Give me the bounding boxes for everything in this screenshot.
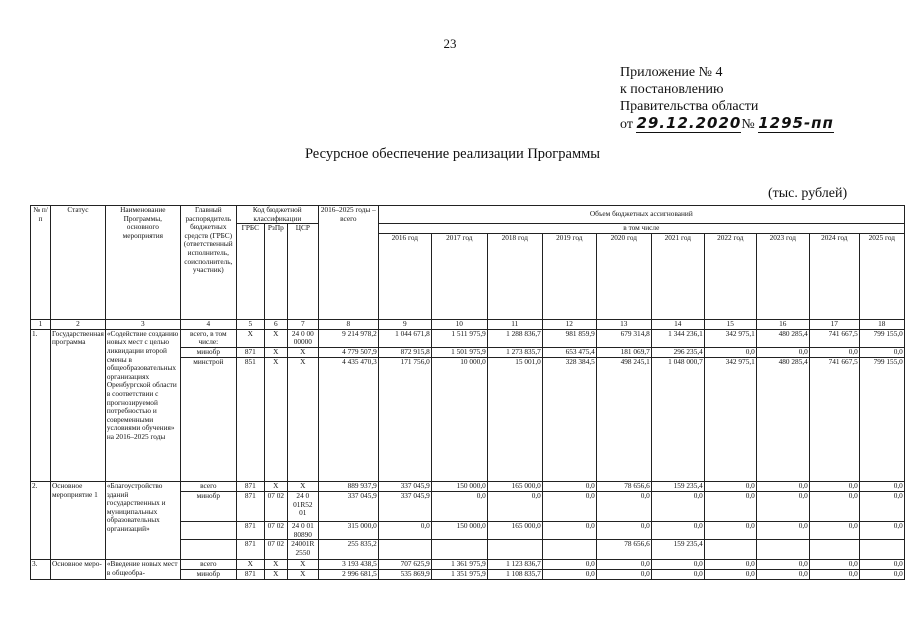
header-year: 2023 год [756, 234, 809, 320]
header-incl: в том числе [378, 224, 904, 234]
header-volume: Объем бюджетных ассигнований [378, 206, 904, 224]
cell-year-value: 0,0 [756, 347, 809, 357]
cell-executor: минобр [180, 491, 236, 521]
row-status: Основное мероприятие 1 [51, 481, 106, 559]
cell-csr: 24 0 01 80890 [287, 521, 318, 539]
cell-year-value: 1 048 000,7 [651, 357, 704, 481]
cell-year-value: 653 475,4 [542, 347, 596, 357]
cell-year-value: 159 235,4 [651, 540, 704, 560]
cell-total: 889 937,9 [318, 481, 378, 491]
header-grbs: ГРБС [236, 224, 264, 320]
header-year: 2025 год [859, 234, 904, 320]
cell-year-value: 0,0 [859, 560, 904, 570]
cell-total: 315 000,0 [318, 521, 378, 539]
cell-year-value [378, 540, 431, 560]
cell-year-value: 1 288 836,7 [487, 329, 542, 347]
column-number: 18 [859, 320, 904, 330]
header-year: 2020 год [596, 234, 651, 320]
header-year: 2017 год [431, 234, 487, 320]
header-year: 2016 год [378, 234, 431, 320]
cell-year-value: 0,0 [859, 491, 904, 521]
cell-rzpr: Х [264, 481, 287, 491]
header-year: 2022 год [704, 234, 756, 320]
cell-rzpr: Х [264, 329, 287, 347]
cell-year-value: 741 667,5 [809, 329, 859, 347]
cell-year-value: 0,0 [859, 347, 904, 357]
appendix-block [620, 64, 834, 133]
cell-year-value: 0,0 [756, 570, 809, 580]
cell-executor: всего [180, 481, 236, 491]
cell-csr: 24 0 01R52 01 [287, 491, 318, 521]
cell-rzpr: Х [264, 357, 287, 481]
header-total: 2016–2025 годы – всего [318, 206, 378, 320]
cell-year-value: 1 511 975,9 [431, 329, 487, 347]
cell-year-value: 0,0 [596, 521, 651, 539]
cell-year-value: 679 314,8 [596, 329, 651, 347]
row-number: 2. [31, 481, 51, 559]
cell-year-value [487, 540, 542, 560]
cell-grbs: 851 [236, 357, 264, 481]
cell-year-value: 165 000,0 [487, 521, 542, 539]
handwritten-date: 29.12.2020 [636, 114, 742, 132]
cell-year-value: 0,0 [704, 570, 756, 580]
cell-year-value: 1 344 236,1 [651, 329, 704, 347]
cell-csr: Х [287, 347, 318, 357]
handwritten-number: 1295-пп [758, 114, 834, 132]
cell-total: 3 193 438,5 [318, 560, 378, 570]
document-title: Ресурсное обеспечение реализации Программы [304, 146, 601, 162]
cell-year-value: 0,0 [704, 491, 756, 521]
cell-year-value [431, 540, 487, 560]
cell-year-value: 0,0 [542, 481, 596, 491]
cell-year-value: 296 235,4 [651, 347, 704, 357]
table-row [31, 481, 905, 491]
cell-year-value: 0,0 [859, 481, 904, 491]
cell-grbs: 871 [236, 521, 264, 539]
cell-year-value: 0,0 [756, 481, 809, 491]
cell-year-value: 0,0 [651, 570, 704, 580]
column-number: 1 [31, 320, 51, 330]
cell-executor [180, 540, 236, 560]
cell-csr: 24001R 2550 [287, 540, 318, 560]
cell-year-value: 0,0 [704, 521, 756, 539]
cell-year-value: 0,0 [651, 521, 704, 539]
page-number: 23 [443, 36, 457, 51]
cell-year-value: 0,0 [756, 560, 809, 570]
number-sign: № [741, 117, 755, 132]
cell-year-value: 1 361 975,9 [431, 560, 487, 570]
cell-year-value: 1 123 836,7 [487, 560, 542, 570]
cell-executor: всего [180, 560, 236, 570]
cell-total: 4 779 507,9 [318, 347, 378, 357]
cell-year-value: 1 501 975,9 [431, 347, 487, 357]
appendix-line-1: Приложение № 4 [620, 65, 723, 80]
cell-csr: Х [287, 560, 318, 570]
cell-year-value: 78 656,6 [596, 481, 651, 491]
cell-year-value: 0,0 [809, 560, 859, 570]
column-number: 15 [704, 320, 756, 330]
cell-rzpr: 07 02 [264, 491, 287, 521]
resource-table [30, 205, 905, 580]
column-number: 14 [651, 320, 704, 330]
cell-csr: Х [287, 570, 318, 580]
cell-year-value: 0,0 [859, 521, 904, 539]
cell-rzpr: 07 02 [264, 540, 287, 560]
cell-grbs: 871 [236, 570, 264, 580]
row-status: Государственная программа [51, 329, 106, 481]
cell-grbs: 871 [236, 491, 264, 521]
column-number: 3 [105, 320, 180, 330]
cell-year-value: 0,0 [756, 521, 809, 539]
column-number: 11 [487, 320, 542, 330]
column-number: 10 [431, 320, 487, 330]
units-label: (тыс. рублей) [768, 186, 848, 201]
cell-year-value: 498 245,1 [596, 357, 651, 481]
cell-year-value [542, 540, 596, 560]
cell-rzpr: 07 02 [264, 521, 287, 539]
cell-year-value: 799 155,0 [859, 329, 904, 347]
cell-total: 4 435 470,3 [318, 357, 378, 481]
appendix-line-2: к постановлению [620, 82, 724, 97]
row-program-name: «Благоустройство зданий государственных и муниципальных образовательных организаций» [105, 481, 180, 559]
row-number: 3. [31, 560, 51, 580]
cell-total: 337 045,9 [318, 491, 378, 521]
cell-year-value: 707 625,9 [378, 560, 431, 570]
column-number: 13 [596, 320, 651, 330]
cell-year-value: 0,0 [651, 491, 704, 521]
cell-grbs: 871 [236, 540, 264, 560]
cell-csr: Х [287, 481, 318, 491]
row-program-name: «Содействие созданию новых мест с целью ликвидации второй смены в общеобразовательных организациях Оренбургской области в соответствии с прогнозируемой потребностью и современными условиями обучения» на 2016–2025 годы [105, 329, 180, 481]
cell-year-value: 171 756,0 [378, 357, 431, 481]
cell-executor: минобр [180, 347, 236, 357]
cell-rzpr: Х [264, 347, 287, 357]
cell-year-value [809, 540, 859, 560]
cell-year-value: 0,0 [859, 570, 904, 580]
cell-year-value: 0,0 [809, 491, 859, 521]
cell-executor [180, 521, 236, 539]
cell-total: 2 996 681,5 [318, 570, 378, 580]
cell-year-value: 165 000,0 [487, 481, 542, 491]
cell-year-value: 0,0 [431, 491, 487, 521]
cell-year-value: 1 108 835,7 [487, 570, 542, 580]
header-code-group: Код бюджетной классификации [236, 206, 318, 224]
header-year: 2019 год [542, 234, 596, 320]
cell-year-value: 799 155,0 [859, 357, 904, 481]
cell-year-value: 0,0 [651, 560, 704, 570]
column-number: 12 [542, 320, 596, 330]
cell-year-value: 181 069,7 [596, 347, 651, 357]
header-year: 2024 год [809, 234, 859, 320]
cell-year-value: 1 273 835,7 [487, 347, 542, 357]
cell-year-value: 342 975,1 [704, 329, 756, 347]
cell-executor: минобр [180, 570, 236, 580]
cell-year-value: 480 285,4 [756, 329, 809, 347]
header-rzpr: РзПр [264, 224, 287, 320]
cell-year-value: 150 000,0 [431, 521, 487, 539]
cell-year-value: 981 859,9 [542, 329, 596, 347]
appendix-date-line [620, 115, 834, 133]
header-csr: ЦСР [287, 224, 318, 320]
row-status: Основное меро- [51, 560, 106, 580]
cell-year-value [756, 540, 809, 560]
cell-year-value: 535 869,9 [378, 570, 431, 580]
appendix-line-3: Правительства области [620, 99, 759, 114]
cell-year-value: 0,0 [542, 570, 596, 580]
header-status: Статус [51, 206, 106, 320]
column-number: 16 [756, 320, 809, 330]
column-number: 4 [180, 320, 236, 330]
cell-year-value: 159 235,4 [651, 481, 704, 491]
cell-year-value: 337 045,9 [378, 481, 431, 491]
cell-year-value: 0,0 [704, 481, 756, 491]
cell-year-value: 328 384,5 [542, 357, 596, 481]
table-row [31, 329, 905, 347]
column-number: 2 [51, 320, 106, 330]
cell-year-value: 0,0 [487, 491, 542, 521]
cell-year-value: 15 001,0 [487, 357, 542, 481]
header-grbs-main: Главный распорядитель бюджетных средств (ГРБС) (ответственный исполнитель, соисполнитель, участник) [180, 206, 236, 320]
cell-grbs: 871 [236, 347, 264, 357]
cell-grbs: Х [236, 329, 264, 347]
table-row [31, 560, 905, 570]
cell-total: 9 214 978,2 [318, 329, 378, 347]
header-name: Наименование Программы, основного мероприятия [105, 206, 180, 320]
column-number: 7 [287, 320, 318, 330]
header-year: 2018 год [487, 234, 542, 320]
column-number: 5 [236, 320, 264, 330]
cell-year-value: 0,0 [704, 347, 756, 357]
cell-year-value: 0,0 [596, 491, 651, 521]
cell-total: 255 835,2 [318, 540, 378, 560]
column-number: 8 [318, 320, 378, 330]
from-prefix: от [620, 117, 633, 132]
cell-year-value: 0,0 [542, 560, 596, 570]
cell-year-value: 10 000,0 [431, 357, 487, 481]
cell-year-value: 342 975,1 [704, 357, 756, 481]
cell-year-value: 78 656,6 [596, 540, 651, 560]
cell-year-value: 0,0 [809, 347, 859, 357]
column-number: 9 [378, 320, 431, 330]
row-program-name: «Введение новых мест в общеобра- [105, 560, 180, 580]
column-number: 17 [809, 320, 859, 330]
cell-year-value: 337 045,9 [378, 491, 431, 521]
column-number: 6 [264, 320, 287, 330]
cell-executor: минстрой [180, 357, 236, 481]
cell-year-value: 0,0 [809, 481, 859, 491]
cell-year-value: 1 351 975,9 [431, 570, 487, 580]
cell-year-value: 150 000,0 [431, 481, 487, 491]
cell-year-value [859, 540, 904, 560]
cell-year-value: 1 044 671,8 [378, 329, 431, 347]
header-year: 2021 год [651, 234, 704, 320]
cell-csr: Х [287, 357, 318, 481]
row-number: 1. [31, 329, 51, 481]
cell-year-value [704, 540, 756, 560]
cell-rzpr: Х [264, 560, 287, 570]
cell-year-value: 741 667,5 [809, 357, 859, 481]
cell-year-value: 0,0 [542, 491, 596, 521]
cell-year-value: 480 285,4 [756, 357, 809, 481]
cell-grbs: Х [236, 560, 264, 570]
cell-year-value: 0,0 [809, 521, 859, 539]
cell-rzpr: Х [264, 570, 287, 580]
cell-year-value: 0,0 [378, 521, 431, 539]
cell-executor: всего, в том числе: [180, 329, 236, 347]
cell-year-value: 0,0 [704, 560, 756, 570]
cell-year-value: 0,0 [542, 521, 596, 539]
cell-year-value: 0,0 [596, 570, 651, 580]
cell-year-value: 0,0 [756, 491, 809, 521]
cell-csr: 24 0 00 00000 [287, 329, 318, 347]
cell-grbs: 871 [236, 481, 264, 491]
cell-year-value: 0,0 [809, 570, 859, 580]
header-no: № п/п [31, 206, 51, 320]
cell-year-value: 872 915,8 [378, 347, 431, 357]
cell-year-value: 0,0 [596, 560, 651, 570]
